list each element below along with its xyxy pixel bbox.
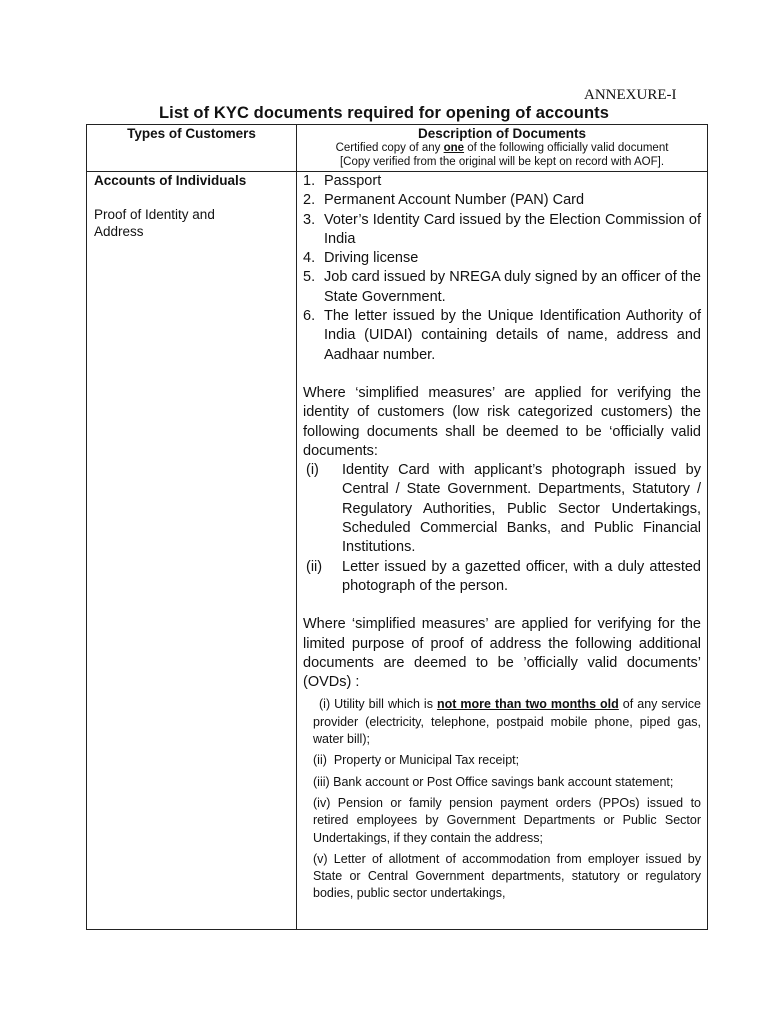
roman-number: (ii): [306, 558, 323, 575]
list-number: 1.: [303, 173, 316, 189]
list-item: [303, 191, 701, 210]
list-item: [303, 307, 701, 365]
proof-label: Proof of Identity and Address: [94, 207, 215, 239]
header-sub1-pre: Certified copy of any: [335, 142, 444, 154]
list-number: 6.: [303, 308, 316, 325]
page-title: List of KYC documents required for opening of accounts: [158, 104, 609, 122]
list-text: Permanent Account Number (PAN) Card: [324, 192, 585, 209]
list-number: 2.: [303, 192, 316, 209]
customer-type-cell: [94, 172, 290, 240]
list-text: Voter’s Identity Card issued by the Election Commission of India: [324, 211, 701, 247]
document-list: [303, 172, 701, 365]
header-description: [297, 125, 707, 169]
roman-text: Identity Card with applicant’s photograph issued by Central / State Government. Departments, Statutory / Regulatory Authorities, Public Sector Undertakings, Scheduled Commercial Banks, and Public Financial Institutions.: [342, 462, 701, 556]
ovd-i-post: of any service provider (electricity, telephone, postpaid mobile phone, piped gas, water bill);: [313, 697, 701, 747]
column-divider: [296, 125, 297, 929]
roman-item: [303, 461, 701, 557]
header-sub1-one: one: [443, 142, 465, 154]
list-item: [303, 172, 701, 191]
list-item: [303, 268, 701, 307]
header-subtitle-1: [297, 141, 707, 155]
list-text: Job card issued by NREGA duly signed by an officer of the State Government.: [324, 269, 701, 305]
ovd-item-ii: (ii) Property or Municipal Tax receipt;: [313, 753, 520, 768]
roman-text: Letter issued by a gazetted officer, with a duly attested photograph of the person.: [342, 558, 701, 594]
ovd-i-pre: (i) Utility bill which is: [319, 697, 437, 712]
roman-number: (i): [306, 462, 319, 479]
ovd-item-i: [313, 696, 701, 748]
kyc-table: [86, 124, 708, 930]
roman-item: [303, 558, 701, 597]
header-sub1-post: of the following officially valid document: [464, 142, 669, 154]
list-text: The letter issued by the Unique Identification Authority of India (UIDAI) containing details of name, address and Aadhaar number.: [324, 308, 701, 363]
list-number: 4.: [303, 250, 316, 267]
ovd-item-iii: (iii) Bank account or Post Office savings bank account statement;: [313, 774, 674, 789]
list-item: [303, 249, 701, 268]
list-text: Passport: [324, 173, 382, 189]
documents-cell: [303, 172, 701, 903]
annexure-label: ANNEXURE-I: [584, 87, 677, 103]
list-number: 5.: [303, 269, 316, 286]
customer-type: Accounts of Individuals: [94, 173, 247, 188]
ovd-item-iv: (iv) Pension or family pension payment orders (PPOs) issued to retired employees by Government Departments or Public Sector Undertakings, if they contain the address;: [313, 795, 701, 845]
simplified-identity-paragraph: Where ‘simplified measures’ are applied for verifying the identity of customers (low risk categorized customers) the following documents shall be deemed to be ‘officially valid documents:: [303, 384, 701, 459]
ovd-item-v: (v) Letter of allotment of accommodation from employer issued by State or Central Government departments, statutory or regulatory bodies, public sector undertakings,: [313, 851, 701, 901]
ovd-i-emphasis: not more than two months old: [436, 697, 619, 712]
list-number: 3.: [303, 211, 316, 228]
list-text: Driving license: [324, 250, 419, 267]
simplified-address-paragraph: Where ‘simplified measures’ are applied for verifying for the limited purpose of proof of address the following additional documents are deemed to be ’officially valid documents’ (OVDs) :: [303, 616, 701, 691]
ovd-list: [303, 696, 701, 902]
header-subtitle-2: [Copy verified from the original will be kept on record with AOF].: [339, 156, 665, 168]
header-types-of-customers: Types of Customers: [127, 126, 256, 141]
header-description-title: Description of Documents: [417, 126, 587, 141]
list-item: [303, 211, 701, 250]
